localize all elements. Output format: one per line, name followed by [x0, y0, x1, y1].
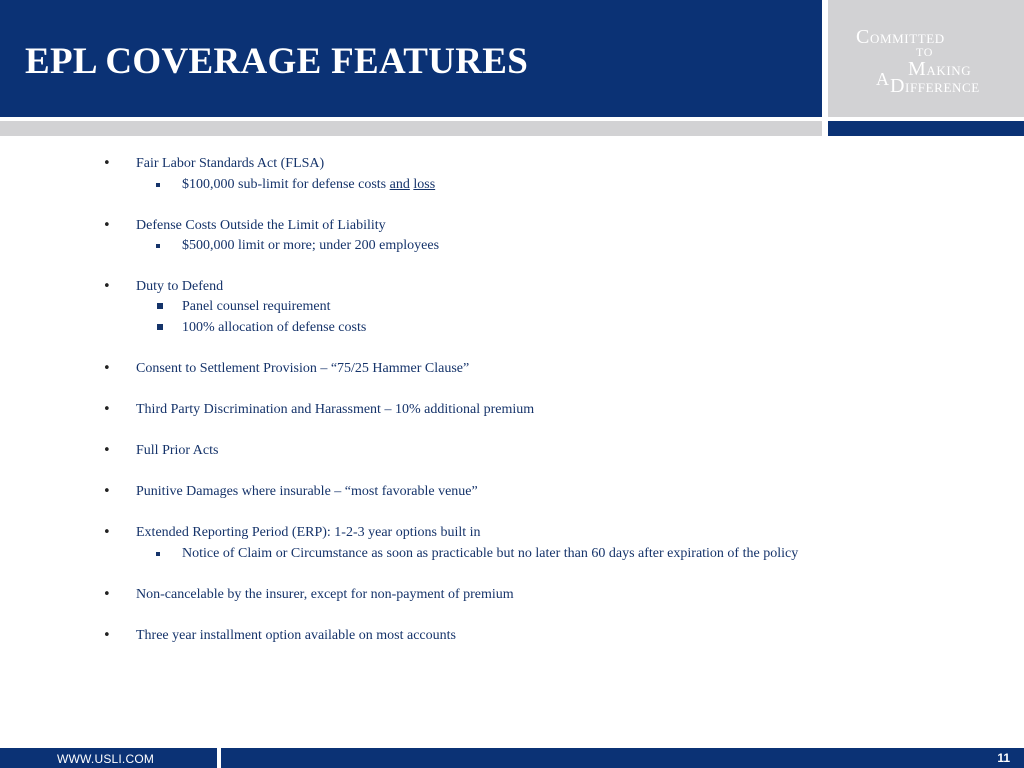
page-title: EPL COVERAGE FEATURES: [25, 41, 529, 82]
sub-bullet-flsa-limit: $100,000 sub-limit for defense costs and loss: [182, 177, 436, 192]
logo-word-a: A: [876, 69, 890, 89]
bullet-installment: • Three year installment option available on most accounts: [136, 627, 456, 645]
bullet-third-party: • Third Party Discrimination and Harassment – 10% additional premium: [136, 401, 534, 419]
bullet-erp: • Extended Reporting Period (ERP): 1-2-3 year options built in: [136, 524, 481, 542]
sub-bullet-defense-limit: $500,000 limit or more; under 200 employees: [182, 238, 440, 253]
sub-bullet-erp-notice: Notice of Claim or Circumstance as soon as practicable but no later than 60 days after expiration of the policy: [182, 546, 799, 561]
bullet-non-cancelable: • Non-cancelable by the insurer, except for non-payment of premium: [136, 586, 514, 604]
sub-bullet-allocation: 100% allocation of defense costs: [182, 320, 367, 335]
bullet-consent: • Consent to Settlement Provision – “75/25 Hammer Clause”: [136, 360, 469, 378]
header-blue-band: [828, 121, 1024, 136]
company-logo: [828, 0, 1024, 117]
logo-word-to: TO: [916, 45, 933, 59]
logo-word-committed: COMMITTED: [856, 26, 945, 48]
sub-bullet-panel-counsel: Panel counsel requirement: [182, 299, 331, 314]
bullet-punitive: • Punitive Damages where insurable – “most favorable venue”: [136, 483, 478, 501]
bullet-duty-to-defend: • Duty to Defend: [136, 278, 223, 296]
header-gray-band: [0, 121, 822, 136]
bullet-prior-acts: • Full Prior Acts: [136, 442, 218, 460]
bullet-defense-costs: • Defense Costs Outside the Limit of Liability: [136, 217, 386, 235]
logo-word-making: MAKING: [908, 58, 972, 80]
logo-word-difference: DIFFERENCE: [890, 75, 980, 97]
page-number: 11: [997, 751, 1010, 765]
bullet-flsa: • Fair Labor Standards Act (FLSA): [136, 155, 324, 173]
header-bar: [0, 0, 822, 117]
footer-url: WWW.USLI.COM: [57, 752, 155, 766]
footer-divider: [217, 748, 221, 768]
